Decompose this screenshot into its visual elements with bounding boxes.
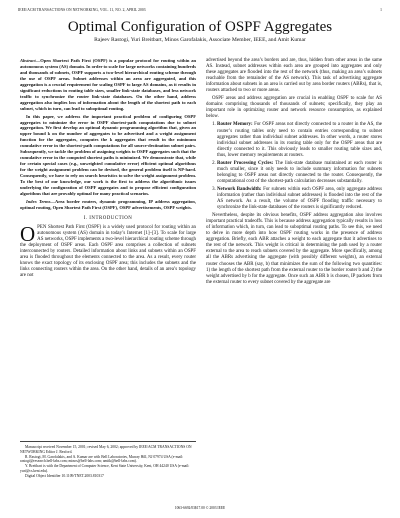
- body-paragraph: advertised beyond the area’s borders and are, thus, hidden from other areas in the same AS. Instead, subnet addresses within each area are grouped into aggregates and only these aggregates are flooded into the rest of the network (thus, making an area’s subnets reachable from the remainder of the AS network). This task of advertising aggregate information about subnets in an area is carried out by area border routers (ABRs), that is, routers attached to two or more areas.: [206, 58, 382, 94]
- left-column: [20, 58, 196, 281]
- page-number: 1: [380, 8, 382, 12]
- right-column: [206, 58, 382, 288]
- abstract-text: Open Shortest Path First (OSPF) is a popular protocol for routing within an autonomous system (AS) domain. In order to scale for large networks containing hundreds and thousands of subnets, OSPF supports a two-level hierarchical routing scheme through the use of OSPF areas. Subnet addresses within an area are aggregated, and this aggregation is a crucial requirement for scaling OSPF to large AS domains, as it results in significant reductions in routing table sizes, smaller link-state databases, and less network traffic to synchronize the router link-state databases. On the other hand, address aggregation also implies loss of information about the length of the shortest path to each subnet, which in turn, can lead to suboptimal routing.: [20, 58, 196, 111]
- list-item-label: Network Bandwidth:: [217, 186, 262, 192]
- intro-text: PEN Shortest Path First (OSPF) is a widely used protocol for routing within an autonomous system (AS) domain in today’s Internet [1]–[3]. To scale for large AS networks, OSPF implements a two-level hierarchical routing scheme through the deployment of OSPF areas. Each OSPF area comprises a collection of subnets interconnected by routers. Detailed information about links and subnets within an OSPF area is flooded throughout the elements connected to the area. As a result, every router knows the exact topology of its enclosing OSPF area; this includes the subnets and the links connecting routers within the area. On the other hand, details of an area’s topology are not: [20, 224, 196, 279]
- footnote: [20, 441, 196, 479]
- drop-cap: O: [20, 221, 36, 246]
- body-paragraph: Nevertheless, despite its obvious benefits, OSPF address aggregation also involves important practical tradeoffs. This is because address aggregation typically results in loss of information which, in turn, can lead to suboptimal routing paths. To see this, we need to delve in more depth into how OSPF routing works in the presence of address aggregation. Briefly, each ABR attaches a weight to each aggregate that it advertises to the rest of the network. This weight is critical in determining the path used by a router external to the area to reach subnets covered by the aggregate. More specifically, among all the ABRs advertising the aggregate (with possibly different weights), an external router chooses the ABR (say, b) that minimizes the sum of the following two quantities: 1) the length of the shortest path from the external router to the border router b and 2) the weight advertised by b for the aggregate. Once such an ABR b is chosen, IP packets from the external router to every subnet covered by the aggregate are: [206, 213, 382, 285]
- list-item-text: For subnets within each OSPF area, only aggregate address information (rather than individual subnet addresses) is flooded into the rest of the AS network. As a result, the volume of OSPF flooding traffic necessary to synchronize the link-state databases of the routers is significantly reduced.: [217, 186, 382, 211]
- list-item-label: Router Memory:: [217, 122, 253, 128]
- footnote-line: Manuscript received November 15, 2001; revised May 6, 2002; approved by IEEE/ACM TRANSACTIONS ON NETWORKING Editor J. Rexford.: [20, 445, 192, 454]
- list-item-text: The link-state database maintained at each router is much smaller, since it only needs to include summary information for subnets belonging to OSPF areas not directly connected to the router. Consequently, the computational cost of the shortest-path calculation decreases substantially.: [217, 160, 383, 184]
- copyright-code: 1063-6692/03$17.00 © 2003 IEEE: [174, 506, 226, 510]
- journal-header: IEEE/ACM TRANSACTIONS ON NETWORKING, VOL. 11, NO. 2, APRIL 2003: [18, 8, 146, 12]
- intro-paragraph: [20, 221, 196, 279]
- abstract-lead: Abstract—: [20, 58, 41, 63]
- list-item-text: For OSPF areas not directly connected to a router in the AS, the router’s routing tables only need to contain entries corresponding to subnet aggregates rather than individual subnet addresses. In other words, a router stores individual subnet addresses in its routing table only for the OSPF areas that are directly connected to it. This obviously leads to smaller routing table sizes and, thus, lower memory requirements at routers.: [217, 122, 382, 158]
- list-item: [217, 187, 382, 211]
- footnote-line: R. Rastogi, M. Garofalakis, and A. Kumar are with Bell Laboratories, Murray Hill, NJ 07974 USA (e-mail: rastogi@research.bell-labs.com; minos@bell-labs.com; amitk@bell-labs.com).: [20, 454, 184, 464]
- abstract: [20, 58, 196, 211]
- author-list: Rajeev Rastogi, Yuri Breitbart, Minos Garofalakis, Associate Member, IEEE, and Amit Kumar: [94, 37, 306, 43]
- list-item-label: Router Processing Cycles:: [217, 160, 274, 166]
- body-paragraph: OSPF areas and address aggregation are crucial in enabling OSPF to scale for AS domains comprising thousands of thousands of subnets; specifically, they play an important role in optimizing router and network resource consumption, as explained below.: [206, 96, 382, 120]
- benefit-list: [206, 122, 382, 211]
- list-item: [217, 122, 382, 158]
- index-terms: Area border routers, dynamic programming, IP address aggregation, optimal routing, Open Shortest Path First (OSPF), OSPF advertisements, OSPF weights.: [20, 198, 196, 210]
- running-head: [18, 8, 382, 12]
- paper-title: Optimal Configuration of OSPF Aggregates: [67, 19, 333, 35]
- abstract-para2: In this paper, we address the important practical problem of configuring OSPF aggregates to minimize the error in OSPF shortest-path computations due to subnet aggregation. We first develop an optimal dynamic programming algorithm that, given an upper bound k on the number of aggregates to be advertised and a weight assignment function for the aggregates, computes the k aggregates that result in the minimum cumulative error in the shortest-path computations for all source-destination subnet pairs. Subsequently, we tackle the problem of assigning weights to OSPF aggregates such that the cumulative error in the computed shortest paths is minimized. We demonstrate that, while for certain special cases (e.g., unweighted cumulative error) efficient optimal algorithms for the weight assignment problem can be devised, the general problem itself is NP-hard. Consequently, we have to rely on search heuristics to solve the weight assignment problem. To the best of our knowledge, our work is the first to address the algorithmic issues underlying the configuration of OSPF aggregates and to propose efficient configuration algorithms that are provably optimal for many practical scenarios.: [20, 113, 196, 196]
- section-heading-introduction: I. INTRODUCTION: [83, 215, 133, 221]
- index-terms-lead: Index Terms—: [26, 198, 56, 204]
- list-item: [217, 161, 382, 185]
- footnote-line: Digital Object Identifier 10.1109/TNET.2003.810317: [25, 474, 104, 479]
- footnote-line: Y. Breitbart is with the Department of Computer Science, Kent State University, Kent, OH 44240 USA (e-mail: yuri@cs.kent.edu).: [20, 464, 190, 473]
